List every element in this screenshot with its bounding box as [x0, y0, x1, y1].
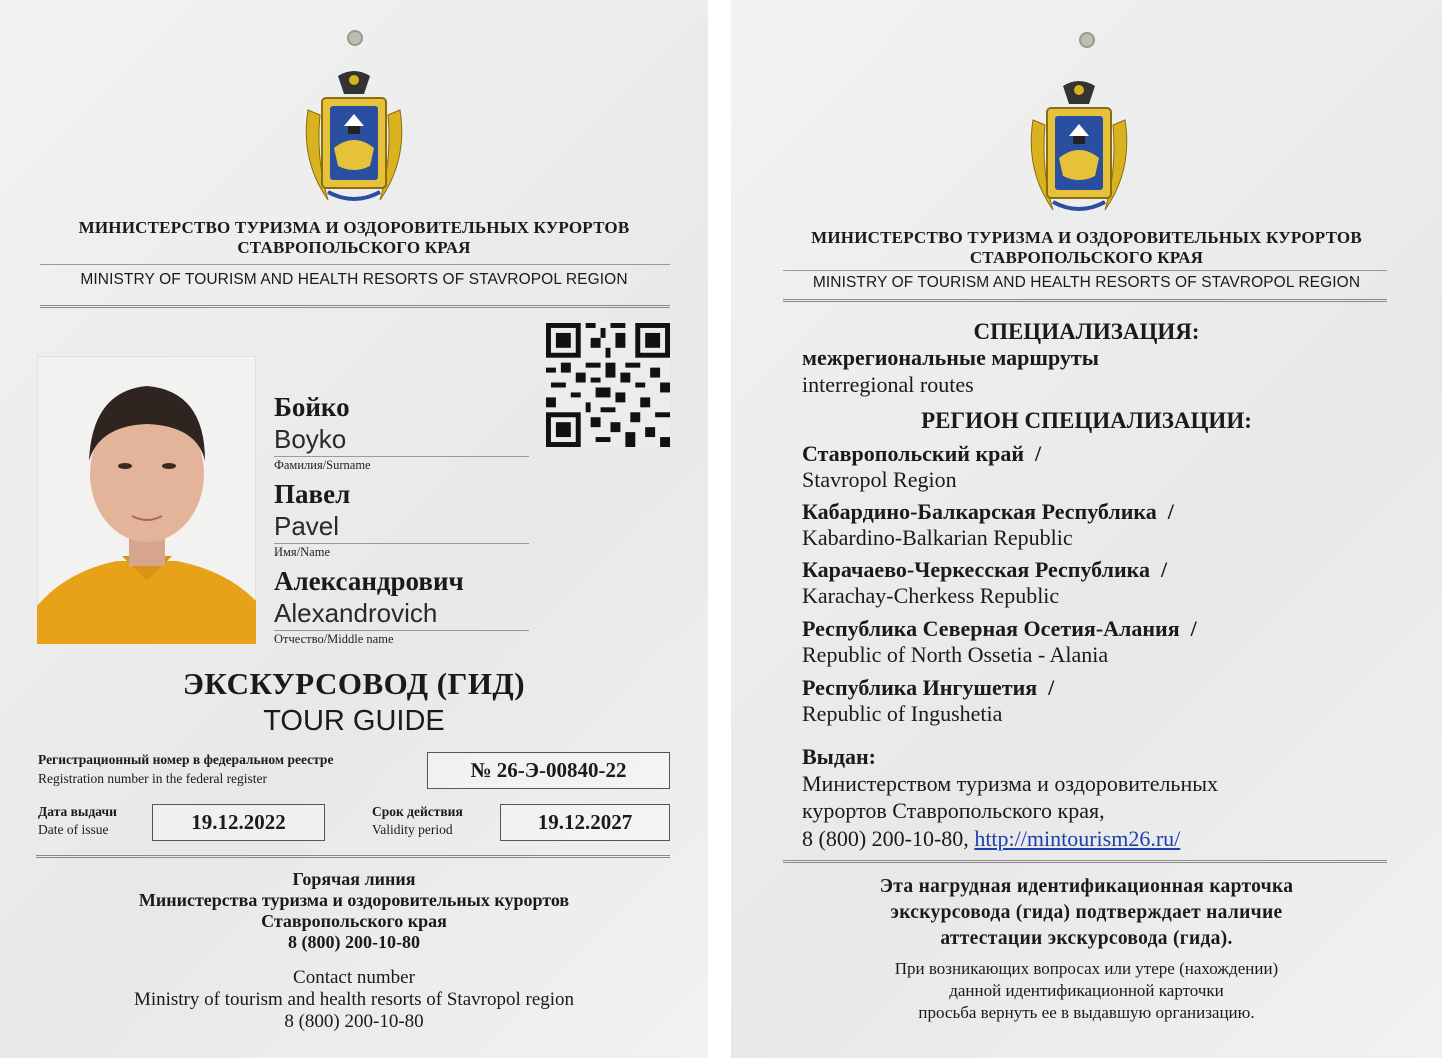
issue-label-en: Date of issue [38, 822, 109, 837]
hotline-ru-line: Горячая линия [292, 869, 416, 889]
hotline-en [0, 967, 708, 1033]
divider [40, 305, 670, 308]
divider [783, 860, 1387, 863]
surname-en: Boyko [274, 424, 347, 454]
region-separator: / [1167, 499, 1174, 524]
name-ru: Павел [274, 479, 351, 509]
valid-label-ru: Срок действия [372, 804, 463, 819]
name-en: Pavel [274, 511, 340, 541]
notice-line: просьба вернуть ее в выдавшую организацию. [918, 1003, 1255, 1022]
notice-bold [731, 874, 1442, 952]
issued-contact [802, 826, 1180, 852]
field-underline [274, 456, 529, 457]
notice-line: данной идентификационной карточки [949, 981, 1224, 1000]
reg-label-en: Registration number in the federal register [38, 771, 268, 786]
divider [783, 270, 1387, 271]
coat-of-arms-emblem [1023, 80, 1135, 220]
issued-heading: Выдан: [802, 744, 876, 769]
region-ru: Республика Ингушетия [802, 675, 1038, 700]
issued-line2: курортов Ставропольского края, [802, 798, 1105, 823]
reg-label-ru: Регистрационный номер в федеральном реестре [38, 752, 334, 767]
punch-hole [1079, 32, 1095, 48]
region-separator: / [1035, 441, 1042, 466]
region-ru: Республика Северная Осетия-Алания [802, 616, 1180, 641]
ministry-title-ru-line1: МИНИСТЕРСТВО ТУРИЗМА И ОЗДОРОВИТЕЛЬНЫХ КУРОРТОВ [811, 228, 1362, 247]
portrait-photo [37, 356, 256, 644]
notice [731, 958, 1442, 1024]
ministry-website-link[interactable]: http://mintourism26.ru/ [974, 826, 1181, 851]
id-card-front [0, 0, 708, 1058]
specialization-ru: межрегиональные маршруты [802, 345, 1099, 370]
region-en: Republic of Ingushetia [802, 701, 1003, 726]
region-separator: / [1048, 675, 1055, 700]
position-title-ru: ЭКСКУРСОВОД (ГИД) [182, 666, 526, 701]
divider [36, 855, 670, 858]
region-en: Karachay-Cherkess Republic [802, 583, 1060, 608]
region-heading: РЕГИОН СПЕЦИАЛИЗАЦИИ: [921, 408, 1252, 433]
reg-number-box: № 26-Э-00840-22 [427, 752, 670, 789]
surname-ru: Бойко [274, 392, 350, 422]
specialization-en: interregional routes [802, 372, 974, 397]
region-en: Stavropol Region [802, 467, 957, 492]
hotline-ru-line: Ставропольского края [261, 911, 447, 931]
ministry-title-en: MINISTRY OF TOURISM AND HEALTH RESORTS OF STAVROPOL REGION [812, 274, 1361, 291]
region-list [802, 441, 1402, 733]
surname-caption: Фамилия/Surname [274, 458, 371, 472]
divider [40, 264, 670, 265]
middle-name-en: Alexandrovich [274, 598, 438, 628]
hotline-ru-phone: 8 (800) 200-10-80 [288, 932, 420, 952]
hotline-en-line: Ministry of tourism and health resorts of Stavropol region [133, 989, 575, 1010]
notice-line: При возникающих вопросах или утере (нахождении) [894, 959, 1279, 978]
middle-name-ru: Александрович [274, 566, 464, 596]
qr-code [546, 323, 670, 447]
ministry-title-ru-line2: СТАВРОПОЛЬСКОГО КРАЯ [237, 238, 471, 257]
id-card-back [731, 0, 1442, 1058]
region-item [802, 675, 1402, 733]
region-en: Republic of North Ossetia - Alania [802, 642, 1109, 667]
specialization-heading: СПЕЦИАЛИЗАЦИЯ: [973, 319, 1200, 344]
hotline-ru [0, 869, 708, 953]
region-item [802, 441, 1402, 499]
region-item [802, 557, 1402, 616]
notice-bold-line: экскурсовода (гида) подтверждает наличие [890, 902, 1283, 923]
region-ru: Карачаево-Черкесская Республика [802, 557, 1150, 582]
punch-hole [347, 30, 363, 46]
name-caption: Имя/Name [274, 545, 331, 559]
hotline-ru-line: Министерства туризма и оздоровительных курортов [138, 890, 570, 910]
valid-date-box: 19.12.2027 [500, 804, 670, 841]
coat-of-arms-emblem [298, 70, 410, 210]
region-separator: / [1160, 557, 1168, 582]
region-separator: / [1190, 616, 1197, 641]
ministry-title-ru-line1: МИНИСТЕРСТВО ТУРИЗМА И ОЗДОРОВИТЕЛЬНЫХ КУРОРТОВ [78, 218, 630, 237]
hotline-en-phone: 8 (800) 200-10-80 [284, 1011, 424, 1032]
region-item [802, 499, 1402, 557]
issued-phone: 8 (800) 200-10-80, [802, 826, 969, 851]
issue-date-box: 19.12.2022 [152, 804, 325, 841]
field-underline [274, 543, 529, 544]
divider [783, 299, 1387, 302]
hotline-en-line: Contact number [293, 967, 415, 988]
field-underline [274, 630, 529, 631]
ministry-title-en: MINISTRY OF TOURISM AND HEALTH RESORTS OF STAVROPOL REGION [80, 271, 628, 288]
issue-label-ru: Дата выдачи [38, 804, 117, 819]
region-en: Kabardino-Balkarian Republic [802, 525, 1073, 550]
ministry-title-ru-line2: СТАВРОПОЛЬСКОГО КРАЯ [969, 248, 1204, 267]
position-title-en: TOUR GUIDE [263, 705, 445, 737]
notice-bold-line: Эта нагрудная идентификационная карточка [879, 876, 1294, 897]
region-item [802, 616, 1402, 675]
valid-label-en: Validity period [372, 822, 453, 837]
region-ru: Ставропольский край [802, 441, 1025, 466]
middle-name-caption: Отчество/Middle name [274, 632, 394, 646]
issued-line1: Министерством туризма и оздоровительных [802, 771, 1219, 796]
region-ru: Кабардино-Балкарская Республика [802, 499, 1157, 524]
notice-bold-line: аттестации экскурсовода (гида). [940, 928, 1233, 949]
